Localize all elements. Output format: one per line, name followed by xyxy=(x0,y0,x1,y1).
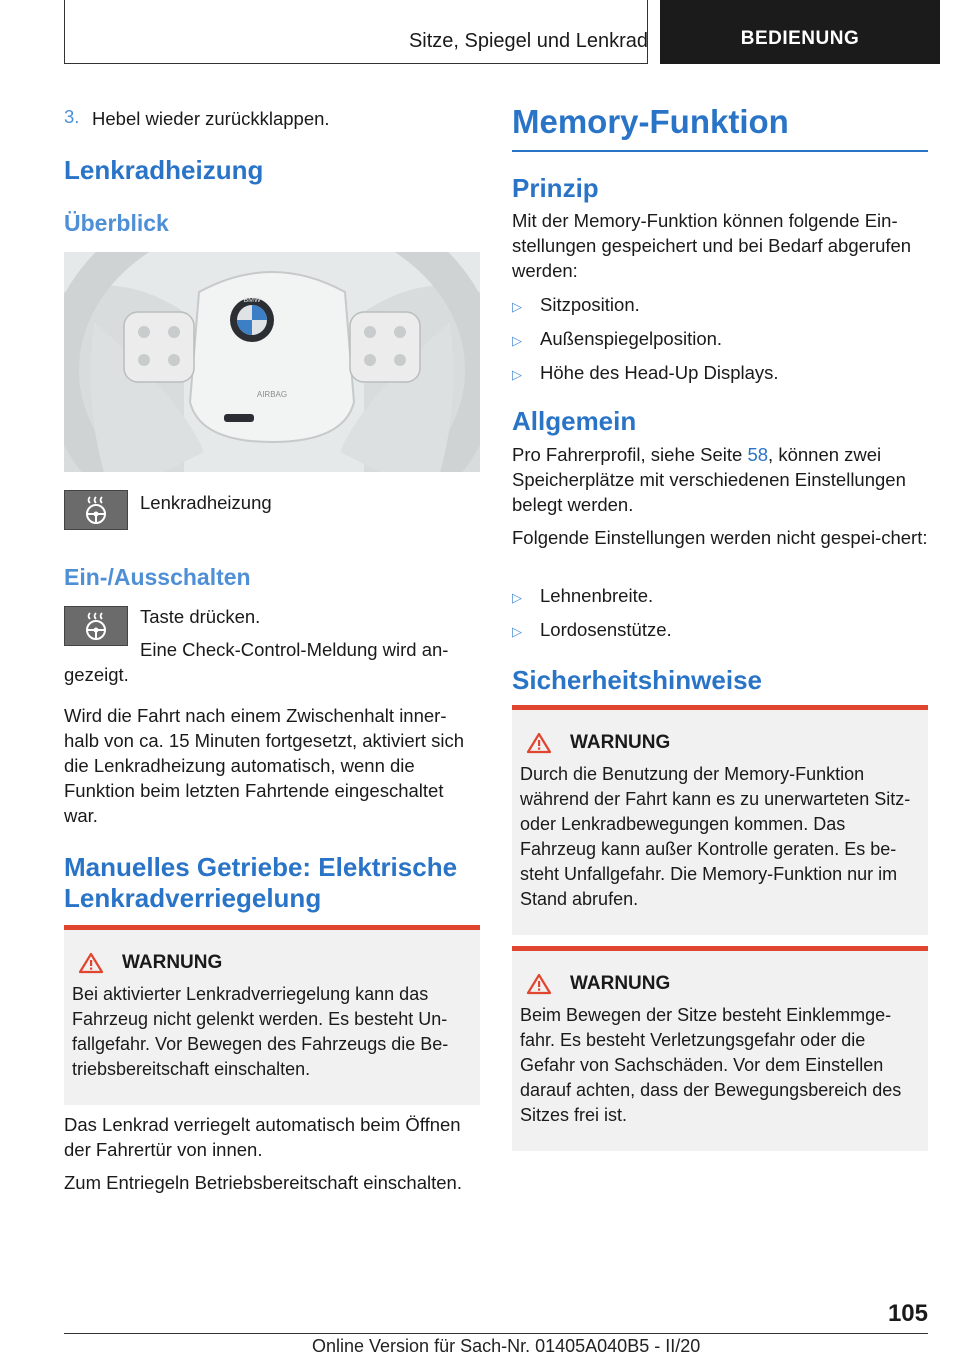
heading-ein-ausschalten: Ein-/Ausschalten xyxy=(64,564,251,590)
list-item-text: Lehnenbreite. xyxy=(540,585,654,606)
chapter-tab[interactable] xyxy=(660,0,940,64)
heading-allgemein: Allgemein xyxy=(512,406,637,436)
warning-header xyxy=(520,732,920,754)
section-title: Sitze, Spiegel und Lenkrad xyxy=(408,30,648,52)
warning-triangle-icon xyxy=(78,952,104,974)
bullet-triangle-icon: ▷ xyxy=(512,590,522,605)
step-number: 3. xyxy=(64,106,80,127)
warning-triangle-icon xyxy=(526,973,552,995)
steering-wheel-heat-icon-2 xyxy=(82,611,110,641)
bullet-triangle-icon: ▷ xyxy=(512,624,522,639)
verriegelt-paragraph: Das Lenkrad verriegelt automatisch beim Öffnen der Fahrertür von innen. xyxy=(64,1114,461,1160)
list-item-text: Außenspiegelposition. xyxy=(540,328,723,349)
online-version-text: Online Version für Sach-Nr. 01405A040B5 - II/20 xyxy=(312,1336,701,1356)
warning-header xyxy=(72,952,472,974)
prinzip-text: Mit der Memory-Funktion können folgende Ein-stellungen gespeichert und bei Bedarf abgerufen werden: xyxy=(512,210,912,281)
warning-text: Durch die Benutzung der Memory-Funktion während der Fahrt kann es zu unerwarteten Sitz- oder Lenkradbewegungen kommen. Das Fahrzeug kann außer Kontrolle geraten. Es be-steht Unfallgefahr. Die Memory-Funktion nur im Stand abrufen. xyxy=(520,764,911,909)
nicht-gespeichert-list xyxy=(512,583,928,644)
list-item-text: Lordosenstütze. xyxy=(540,619,672,640)
warning-title: WARNUNG xyxy=(570,732,671,753)
icon-caption: Lenkradheizung xyxy=(140,492,272,513)
allgemein-text xyxy=(512,442,928,517)
warning-box-memory xyxy=(512,705,928,935)
steering-heat-button-icon xyxy=(64,490,128,530)
bullet-triangle-icon: ▷ xyxy=(512,367,522,382)
warning-box-einklemmgefahr xyxy=(512,946,928,1151)
steering-wheel-image xyxy=(64,252,480,472)
auto-activation-paragraph: Wird die Fahrt nach einem Zwischenhalt inner-halb von ca. 15 Minuten fortgesetzt, aktiviert sich die Lenkradheizung automatisch, wenn die Funktion beim letzten Fahrtende eingeschaltet war. xyxy=(64,705,465,826)
bullet-triangle-icon: ▷ xyxy=(512,299,522,314)
list-item xyxy=(512,617,928,644)
airbag-text: AIRBAG xyxy=(256,390,288,399)
warning-title: WARNUNG xyxy=(570,973,671,994)
warning-text: Beim Bewegen der Sitze besteht Einklemmge-fahr. Es besteht Verletzungsgefahr oder die Gefahr von Sachschäden. Vor dem Einstellen darauf achten, dass der Bewegungsbereich des Sitzes frei ist. xyxy=(520,1005,902,1125)
heading-lenkradheizung: Lenkradheizung xyxy=(64,155,264,185)
warning-title: WARNUNG xyxy=(122,952,223,973)
warning-header xyxy=(520,973,920,995)
list-item xyxy=(512,292,928,319)
steering-wheel-illustration xyxy=(64,252,480,472)
allgemein-text-pre: Pro Fahrerprofil, siehe Seite xyxy=(512,444,748,465)
allgemein-text-post: , können zwei Speicherplätze mit verschiedenen Einstellungen belegt werden. xyxy=(512,444,906,515)
step-text: Hebel wieder zurückklappen. xyxy=(92,108,330,129)
page-reference-link[interactable]: 58 xyxy=(747,444,769,465)
heading-prinzip: Prinzip xyxy=(512,173,599,203)
bmw-badge-text: BMW xyxy=(243,297,261,304)
nicht-gespeichert-text: Folgende Einstellungen werden nicht gespei-chert: xyxy=(512,527,928,548)
warning-text: Bei aktivierter Lenkradverriegelung kann das Fahrzeug nicht gelenkt werden. Es besteht Un-fallgefahr. Vor Bewegen des Fahrzeugs die Be-triebsbereitschaft einschalten. xyxy=(72,984,449,1079)
warning-triangle-icon xyxy=(526,732,552,754)
warning-box-lenkradverriegelung xyxy=(64,925,480,1105)
list-item-text: Höhe des Head-Up Displays. xyxy=(540,362,779,383)
prinzip-list xyxy=(512,292,928,387)
check-control-text: Eine Check-Control-Meldung wird an-gezeigt. xyxy=(64,639,449,685)
heading-sicherheitshinweise: Sicherheitshinweise xyxy=(512,665,762,695)
entriegeln-paragraph: Zum Entriegeln Betriebsbereitschaft einschalten. xyxy=(64,1172,462,1193)
steering-wheel-heat-icon xyxy=(82,495,110,525)
list-item xyxy=(512,360,928,387)
footer-divider xyxy=(64,1333,928,1334)
heading-manuelles-getriebe: Manuelles Getriebe: Elektrische Lenkradverriegelung xyxy=(64,852,458,913)
list-item xyxy=(512,326,928,353)
ein-aus-block xyxy=(64,604,480,687)
page-number: 105 xyxy=(887,1300,928,1327)
bullet-triangle-icon: ▷ xyxy=(512,333,522,348)
heading-ueberblick: Überblick xyxy=(64,210,169,236)
chapter-label: BEDIENUNG xyxy=(740,28,860,49)
heading-memory-funktion: Memory-Funktion xyxy=(512,102,928,152)
taste-druecken: Taste drücken. xyxy=(140,606,261,627)
icon-legend xyxy=(64,490,272,530)
steering-heat-button xyxy=(64,606,128,646)
list-item-text: Sitzposition. xyxy=(540,294,640,315)
step-3 xyxy=(64,106,480,131)
list-item xyxy=(512,583,928,610)
